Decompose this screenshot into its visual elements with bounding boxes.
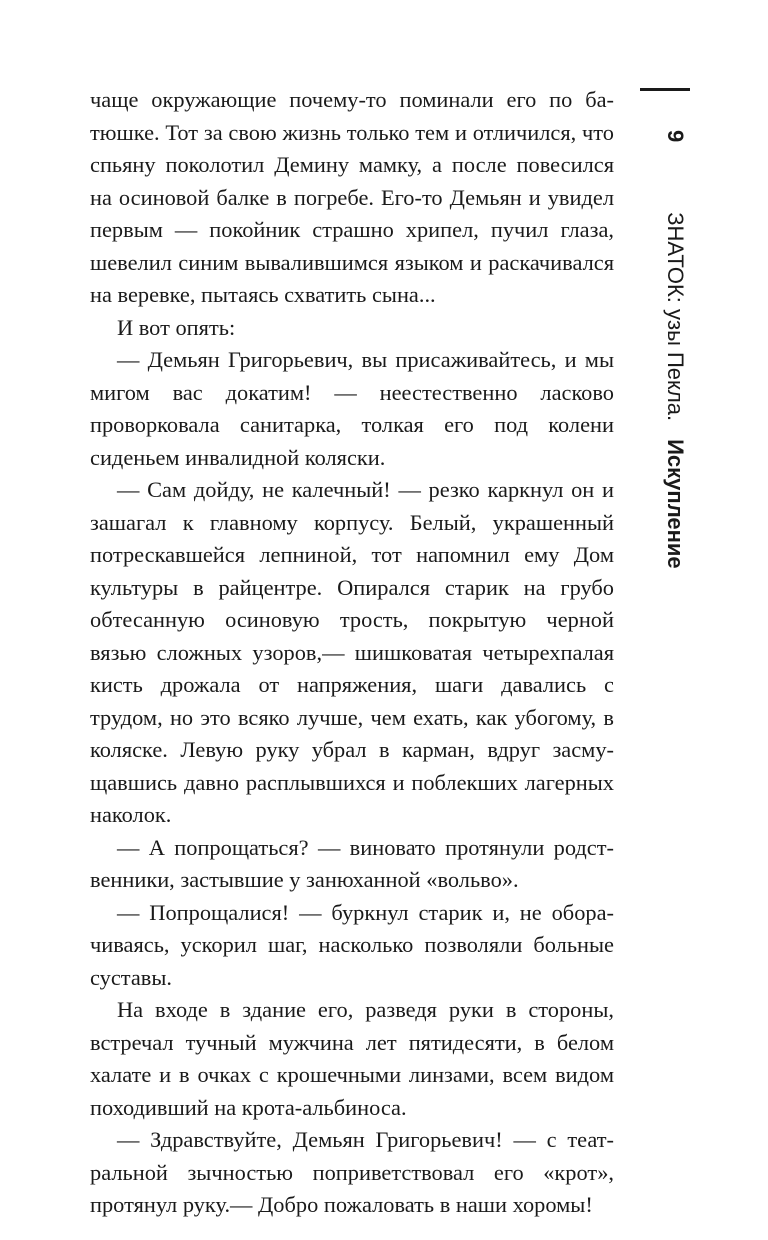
page-body: [90, 84, 614, 1222]
header-rule: [640, 88, 690, 91]
paragraph-7: На входе в здание его, разведя руки в стороны, встречал тучный мужчина лет пятидесяти, в белом халате и в очках с крошечными линзами, всем видом походивший на крота-альбиноса.: [90, 997, 614, 1120]
paragraph-1: чаще окружающие почему-то поминали его по батюшке. Тот за свою жизнь только тем и отличился, что спьяну поколотил Демину мамку, а после повесился на осиновой балке в погребе. Его-то Демьян и увидел первым — покойник страшно хрипел, пучил глаза, шевелил синим вывалившимся языком и раскачивался на веревке, пытаясь схватить сына...: [90, 87, 614, 307]
running-head: [660, 130, 690, 569]
paragraph-8: — Здравствуйте, Демьян Григорьевич! — с театральной зычностью поприветствовал его «крот», протянул руку.— Добро пожаловать в наши хоромы!: [90, 1127, 614, 1217]
page-number: 9: [663, 130, 688, 143]
series-title: ЗНАТОК: узы Пекла.: [663, 212, 688, 422]
paragraph-4: — Сам дойду, не калечный! — резко каркнул он и зашагал к главному корпусу. Белый, украшенный потрескавшейся лепниной, тот напомнил ему Дом культуры в райцентре. Опирался старик на грубо обтесанную осиновую трость, покрытую черной вязью сложных узоров,— шишковатая четырехпалая кисть дрожала от напряжения, шаги давались с трудом, но это всяко лучше, чем ехать, как убогому, в коляске. Левую руку убрал в карман, вдруг засмущавшись давно расплывшихся и поблекших лагерных наколок.: [90, 477, 614, 827]
paragraph-2: И вот опять:: [117, 314, 236, 340]
paragraph-5: — А попрощаться? — виновато протянули родственники, застывшие у занюханной «вольво».: [90, 834, 614, 892]
book-title: Искупление: [663, 439, 688, 569]
paragraph-6: — Попрощалися! — буркнул старик и, не оборачиваясь, ускорил шаг, насколько позволяли больные суставы.: [90, 899, 614, 990]
paragraph-3: — Демьян Григорьевич, вы присаживайтесь, и мы мигом вас докатим! — неестественно ласково проворковала санитарка, толкая его под колени сиденьем инвалидной коляски.: [90, 347, 614, 470]
